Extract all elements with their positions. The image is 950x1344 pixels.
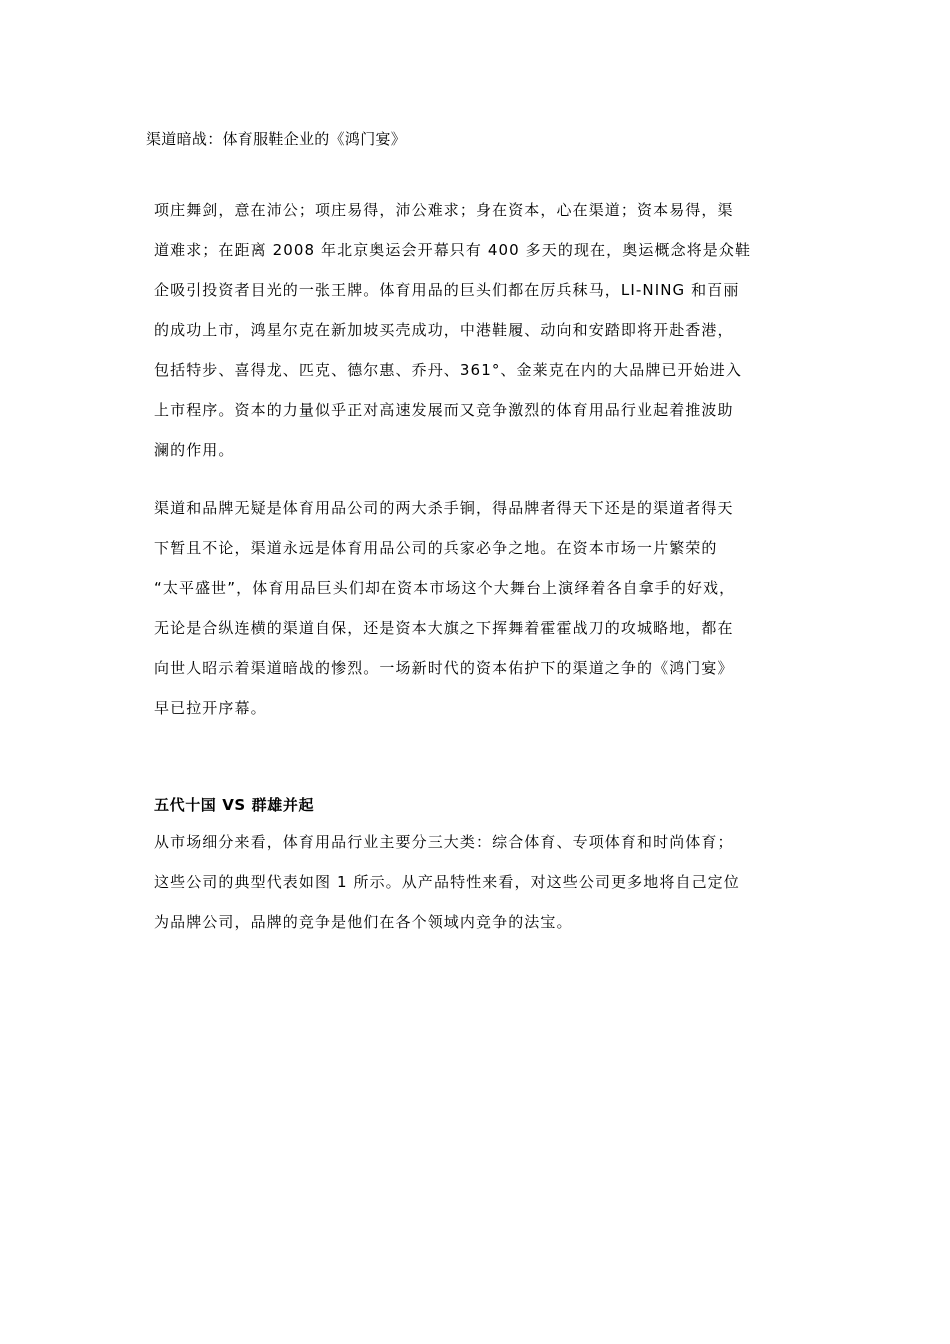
paragraph-line: 下暂且不论，渠道永远是体育用品公司的兵家必争之地。在资本市场一片繁荣的 bbox=[154, 539, 718, 557]
document-title: 渠道暗战：体育服鞋企业的《鸿门宴》 bbox=[146, 130, 407, 148]
paragraph-line: “太平盛世”，体育用品巨头们却在资本市场这个大舞台上演绎着各自拿手的好戏， bbox=[154, 579, 736, 597]
paragraph-intro bbox=[154, 190, 814, 470]
section-heading: 五代十国 VS 群雄并起 bbox=[154, 796, 315, 814]
paragraph-line: 企吸引投资者目光的一张王牌。体育用品的巨头们都在厉兵秣马，LI-NING 和百丽 bbox=[154, 281, 740, 299]
paragraph-line: 道难求；在距离 2008 年北京奥运会开幕只有 400 多天的现在，奥运概念将是众鞋 bbox=[154, 241, 752, 259]
paragraph-line: 无论是合纵连横的渠道自保，还是资本大旗之下挥舞着霍霍战刀的攻城略地，都在 bbox=[154, 619, 734, 637]
paragraph-line: 项庄舞剑，意在沛公；项庄易得，沛公难求；身在资本，心在渠道；资本易得，渠 bbox=[154, 201, 734, 219]
paragraph-line: 的成功上市，鸿星尔克在新加坡买壳成功，中港鞋履、动向和安踏即将开赴香港， bbox=[154, 321, 734, 339]
paragraph-segments bbox=[154, 822, 814, 942]
paragraph-line: 渠道和品牌无疑是体育用品公司的两大杀手锏，得品牌者得天下还是的渠道者得天 bbox=[154, 499, 734, 517]
paragraph-channels bbox=[154, 488, 814, 728]
paragraph-line: 包括特步、喜得龙、匹克、德尔惠、乔丹、361°、金莱克在内的大品牌已开始进入 bbox=[154, 361, 742, 379]
paragraph-line: 为品牌公司，品牌的竞争是他们在各个领域内竞争的法宝。 bbox=[154, 913, 573, 931]
paragraph-line: 向世人昭示着渠道暗战的惨烈。一场新时代的资本佑护下的渠道之争的《鸿门宴》 bbox=[154, 659, 734, 677]
paragraph-line: 上市程序。资本的力量似乎正对高速发展而又竞争激烈的体育用品行业起着推波助 bbox=[154, 401, 734, 419]
paragraph-line: 从市场细分来看，体育用品行业主要分三大类：综合体育、专项体育和时尚体育； bbox=[154, 833, 734, 851]
paragraph-line: 澜的作用。 bbox=[154, 441, 235, 459]
paragraph-line: 这些公司的典型代表如图 1 所示。从产品特性来看，对这些公司更多地将自己定位 bbox=[154, 873, 740, 891]
paragraph-line: 早已拉开序幕。 bbox=[154, 699, 267, 717]
